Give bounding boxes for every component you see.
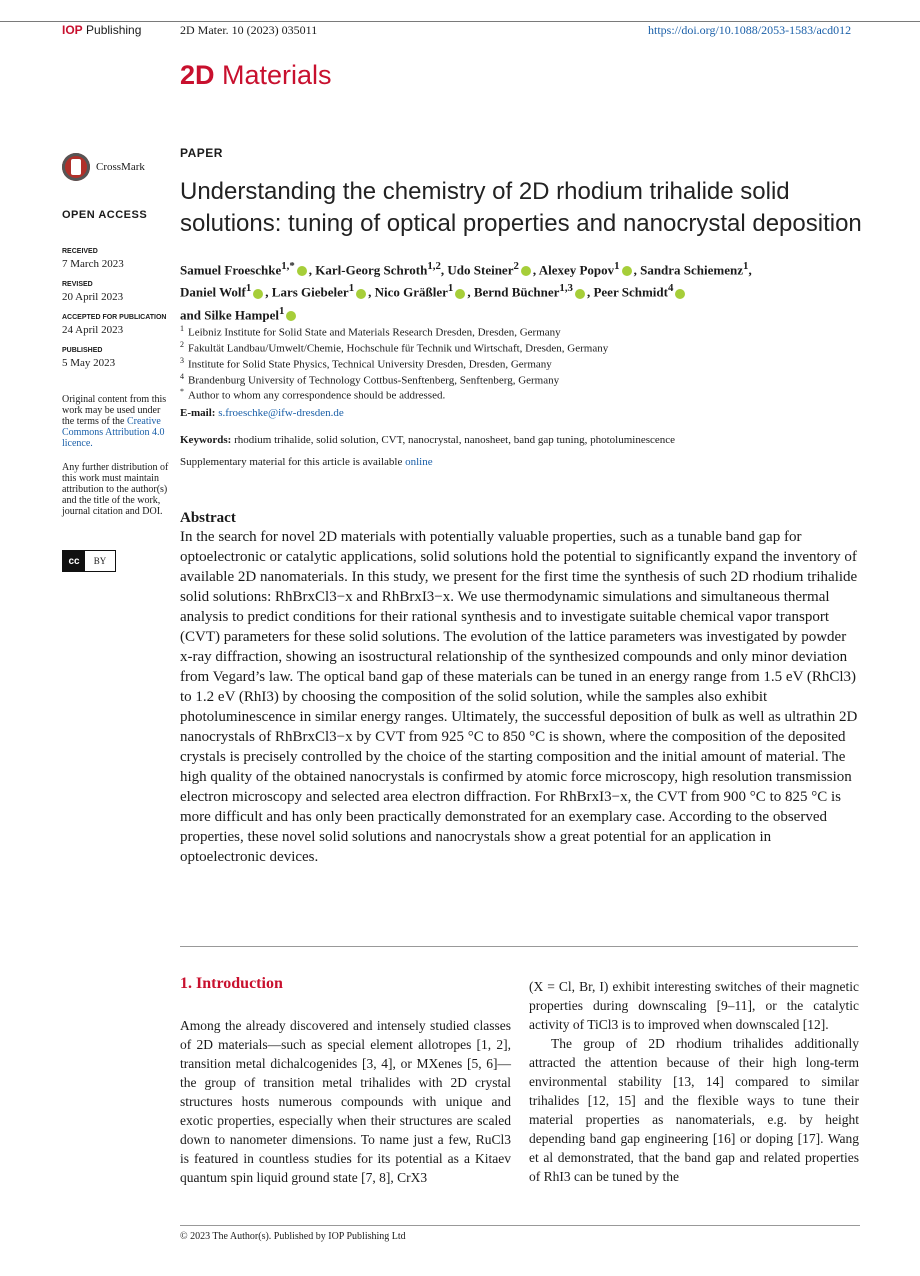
date-value: 20 April 2023 xyxy=(62,291,124,303)
email-label: E-mail: xyxy=(180,407,216,419)
author-affiliation-mark: 1 xyxy=(348,282,355,295)
author-name[interactable]: Peer Schmidt xyxy=(593,284,668,300)
cc-by-badge[interactable] xyxy=(62,550,116,572)
license-text: Original content from this work may be used under the terms of the xyxy=(62,394,167,427)
abstract-heading: Abstract xyxy=(180,510,236,526)
author-affiliation-mark: 1 xyxy=(447,282,454,295)
email-line xyxy=(180,407,344,419)
affiliation xyxy=(180,354,552,372)
by-icon: BY xyxy=(93,556,107,566)
doi-link[interactable]: https://doi.org/10.1088/2053-1583/acd012 xyxy=(648,23,852,37)
affiliation-text: Institute for Solid State Physics, Technical University Dresden, Dresden, Germany xyxy=(188,358,552,371)
author-affiliation-mark: 1 xyxy=(743,260,749,272)
author-name[interactable]: Daniel Wolf xyxy=(180,284,246,300)
author-name[interactable]: Nico Gräßler xyxy=(374,284,448,300)
date-label: PUBLISHED xyxy=(62,347,103,354)
crossmark-icon xyxy=(62,153,90,181)
affiliation-mark: 1 xyxy=(180,324,184,333)
journal-brand-bold: 2D xyxy=(180,60,215,90)
top-rule xyxy=(0,21,920,22)
author-affiliation-mark: 1,3 xyxy=(559,282,573,295)
date-label: ACCEPTED FOR PUBLICATION xyxy=(62,314,167,321)
author-name[interactable]: Karl-Georg Schroth xyxy=(315,262,428,278)
cc-icon: cc xyxy=(63,551,85,571)
introduction-paragraph: (X = Cl, Br, I) exhibit interesting switches of their magnetic properties during downscaling [9–11], or the catalytic activity of TiCl3 is to improved when downscaled [12]. xyxy=(529,979,859,1032)
introduction-heading: 1. Introduction xyxy=(180,975,283,992)
orcid-icon[interactable] xyxy=(455,289,465,299)
article-type: PAPER xyxy=(180,146,223,160)
affiliation-text: Leibniz Institute for Solid State and Materials Research Dresden, Dresden, Germany xyxy=(188,326,561,339)
affiliation xyxy=(180,385,445,403)
date-label: REVISED xyxy=(62,281,93,288)
footer-divider xyxy=(180,1225,860,1226)
orcid-icon[interactable] xyxy=(286,311,296,321)
date-value: 5 May 2023 xyxy=(62,357,116,369)
journal-brand-rest: Materials xyxy=(222,60,332,90)
author-affiliation-mark: 1 xyxy=(614,260,620,272)
license-note xyxy=(62,394,174,449)
introduction-column-left: Among the already discovered and intensely studied classes of 2D materials—such as special element allotropes [1, 2], transition metal dichalcogenides [3, 4], or MXenes [5, 6]—the group of transition metal trihalides with 2D crystal structures hosts numerous compounds with unique and exotic properties, especially when their structures are scaled down to nanometer dimensions. To name just a few, RuCl3 is featured in countless studies for its potential as a Kitaev quantum spin liquid ground state [7, 8], CrX3 xyxy=(180,1018,511,1185)
article-title: Understanding the chemistry of 2D rhodium trihalide solid solutions: tuning of optical properties and nanocrystal deposition xyxy=(180,178,862,237)
author-name[interactable]: Sandra Schiemenz xyxy=(640,262,744,278)
journal-brand xyxy=(180,60,332,91)
distribution-note: Any further distribution of this work must maintain attribution to the author(s) and the title of the work, journal citation and DOI. xyxy=(62,462,169,517)
orcid-icon[interactable] xyxy=(521,266,531,276)
affiliation xyxy=(180,322,561,340)
affiliation-mark: * xyxy=(180,387,184,396)
author-name[interactable]: Udo Steiner xyxy=(447,262,514,278)
keywords-label: Keywords: xyxy=(180,434,232,446)
author-name[interactable]: Lars Giebeler xyxy=(271,284,349,300)
publisher-logo[interactable] xyxy=(62,23,141,37)
author-affiliation-mark: 2 xyxy=(513,260,519,272)
license-link[interactable]: Creative Commons Attribution 4.0 licence. xyxy=(62,416,165,449)
crossmark-badge[interactable] xyxy=(62,153,145,181)
author-affiliation-mark: 1 xyxy=(278,304,285,317)
section-divider xyxy=(180,946,858,947)
date-value: 24 April 2023 xyxy=(62,324,124,336)
orcid-icon[interactable] xyxy=(675,289,685,299)
date-value: 7 March 2023 xyxy=(62,258,124,270)
introduction-column-right xyxy=(529,977,859,1186)
orcid-icon[interactable] xyxy=(622,266,632,276)
affiliation-mark: 4 xyxy=(180,372,184,381)
orcid-icon[interactable] xyxy=(297,266,307,276)
supplementary-link[interactable]: online xyxy=(405,456,433,468)
introduction-paragraph: The group of 2D rhodium trihalides additionally attracted the attention because of their high long-term environmental stability [13, 14] compared to similar trihalides [12, 15] and the flexible ways to tune their material properties as nanomaterials, e.g. by height depending band gap engineering [16] or doping [17]. Wang et al demonstrated, that the band gap and related properties of RhI3 can be tuned by the xyxy=(529,1036,859,1184)
keywords-text: rhodium trihalide, solid solution, CVT, nanocrystal, nanosheet, band gap tuning, photoluminescence xyxy=(234,434,676,446)
supplementary-text: Supplementary material for this article is available xyxy=(180,456,403,468)
author-name[interactable]: Silke Hampel xyxy=(204,306,279,322)
date-label: RECEIVED xyxy=(62,248,98,255)
author-name[interactable]: Alexey Popov xyxy=(538,262,615,278)
affiliation-text: Brandenburg University of Technology Cottbus-Senftenberg, Senftenberg, Germany xyxy=(188,374,560,387)
affiliation-mark: 3 xyxy=(180,356,184,365)
author-list: Samuel Froeschke$^{1,*}$ , Karl-Georg Schroth$^{1,2}$, Udo Steiner$^2$ , Alexey Popov$^1$ , Sandra Schiemenz$^1$, Daniel Wolf$^1$ , Lars Giebeler$^1$ , Nico Gräßler$^1$ , Bernd Büchner$^{1,3}$ , Peer Schmidt$^4$ and Silke Hampel$^1$ xyxy=(180,260,752,322)
affiliation-text: Author to whom any correspondence should be addressed. xyxy=(188,389,446,402)
copyright-footer: © 2023 The Author(s). Published by IOP Publishing Ltd xyxy=(180,1231,406,1242)
affiliation-mark: 2 xyxy=(180,340,184,349)
abstract-text: In the search for novel 2D materials with potentially valuable properties, such as a tunable band gap for optoelectronic or catalytic applications, solid solutions hold the potential to significantly expand the inventory of available 2D nanomaterials. In this study, we present for the first time the synthesis of such 2D rhodium trihalide solid solutions: RhBrxCl3−x and RhBrxI3−x. We use thermodynamic simulations and simultaneous thermal analysis to predict conditions for their rational synthesis and to investigate suitable chemical vapor transport (CVT) parameters for these solid solutions. The evolution of the lattice parameters was investigated by powder x-ray diffraction, showing an isostructural relationship of the synthesized compounds and only minor deviation from Vegard’s law. The optical band gap of these materials can be tuned in an energy range from 1.5 eV (RhCl3) to 1.2 eV (RhI3) by choosing the composition of the solid solution, while the samples also exhibit photoluminescence in similar energy ranges. Ultimately, the successful deposition of bulk as well as ultrathin 2D nanocrystals of RhBrxCl3−x by CVT from 925 °C to 850 °C is shown, where the composition of the deposited crystals is precisely controlled by the choice of the starting composition and the initial amount of material. The high quality of the obtained nanocrystals is confirmed by atomic force microscopy, high resolution transmission electron microscopy and selected area electron diffraction. For RhBrxI3−x, the CVT from 900 °C to 825 °C is more difficult and has only been practically demonstrated for an exemplary case. According to the observed properties, these novel solid solutions and nanocrystals show a great potential for an application in optoelectronic devices. xyxy=(180,529,858,865)
affiliation xyxy=(180,338,608,356)
supplementary-line xyxy=(180,456,433,468)
journal-citation: 2D Mater. 10 (2023) 035011 xyxy=(180,23,318,37)
author-name[interactable]: Bernd Büchner xyxy=(473,284,560,300)
publisher-logo-bold: IOP xyxy=(62,23,83,37)
orcid-icon[interactable] xyxy=(356,289,366,299)
author-affiliation-mark: 1,2 xyxy=(427,260,441,272)
crossmark-label: CrossMark xyxy=(96,161,145,173)
author-affiliation-mark: 4 xyxy=(667,282,674,295)
author-affiliation-mark: 1 xyxy=(245,282,252,295)
open-access-label: OPEN ACCESS xyxy=(62,209,148,221)
orcid-icon[interactable] xyxy=(575,289,585,299)
publisher-logo-text: Publishing xyxy=(86,23,142,37)
email-link[interactable]: s.froeschke@ifw-dresden.de xyxy=(218,407,344,419)
affiliation-text: Fakultät Landbau/Umwelt/Chemie, Hochschule für Technik und Wirtschaft, Dresden, Germany xyxy=(188,342,609,355)
author-affiliation-mark: 1,* xyxy=(281,260,295,272)
orcid-icon[interactable] xyxy=(253,289,263,299)
keywords-line xyxy=(180,434,675,446)
author-name[interactable]: Samuel Froeschke xyxy=(180,262,282,278)
